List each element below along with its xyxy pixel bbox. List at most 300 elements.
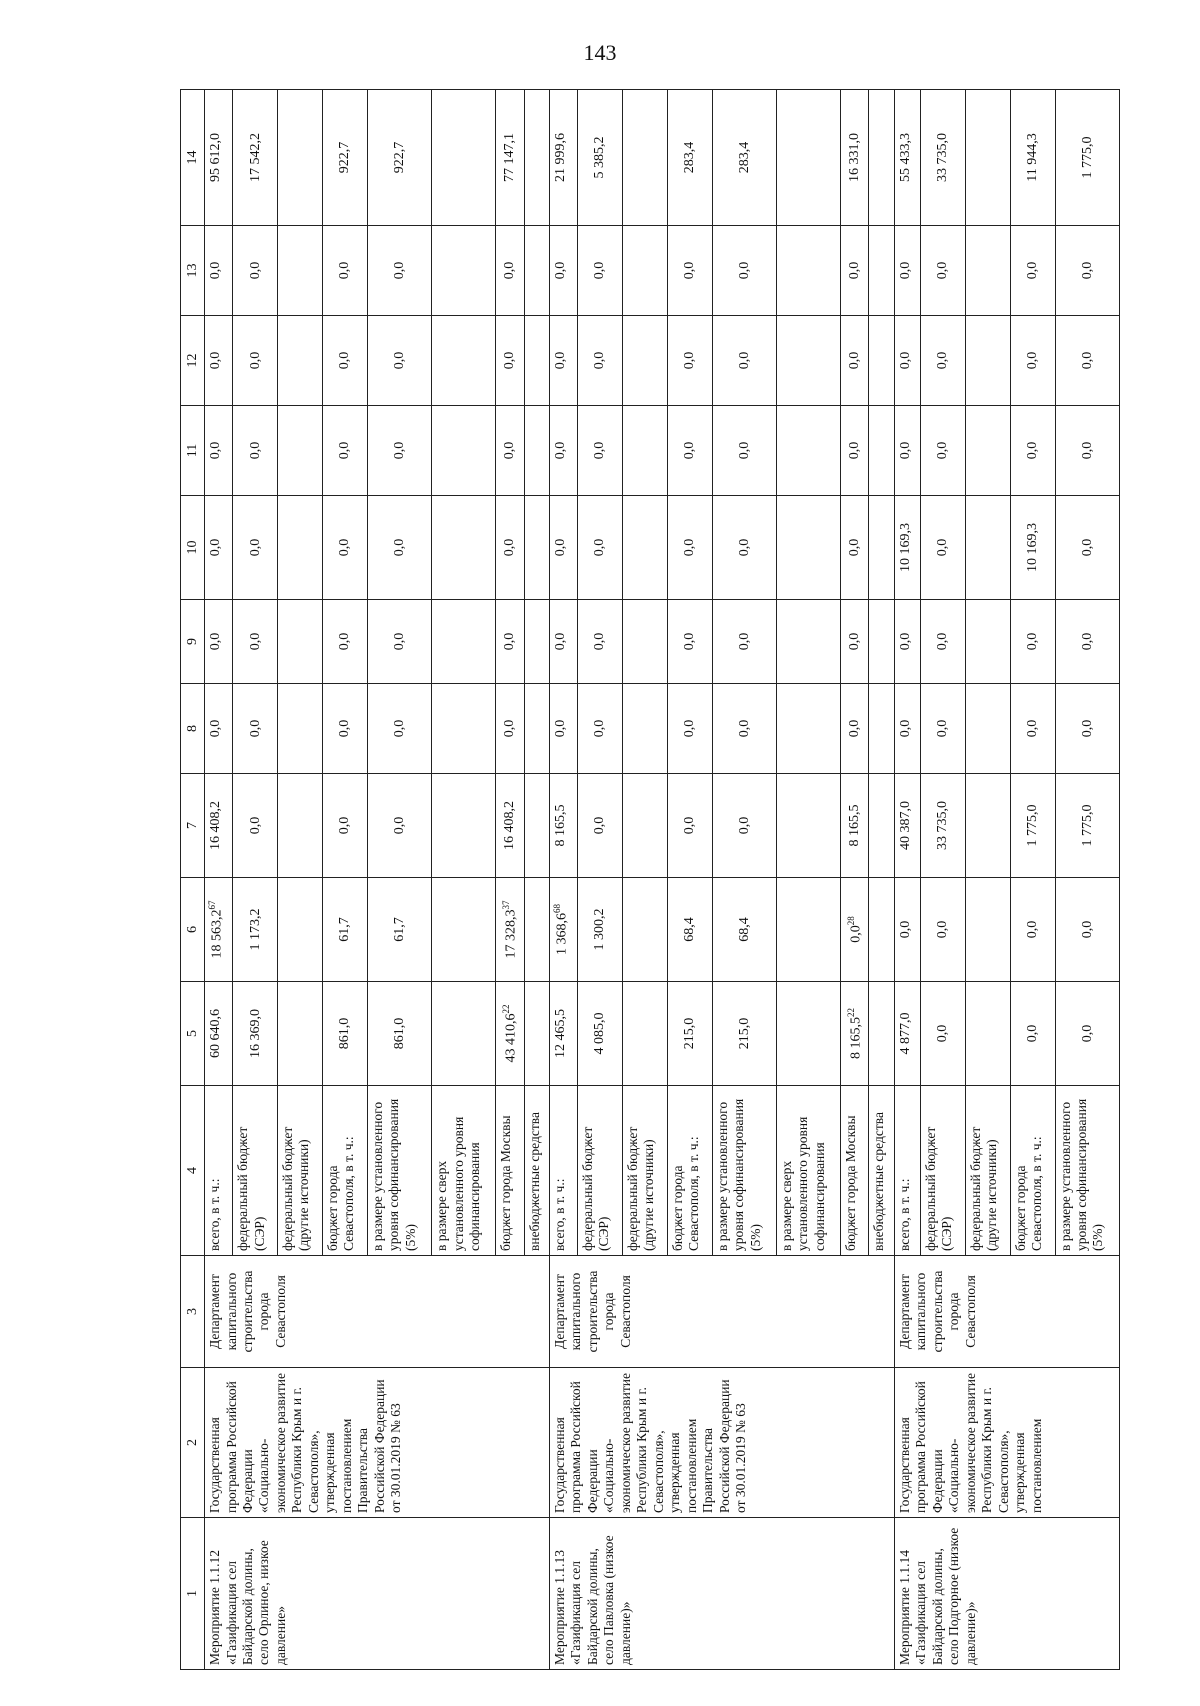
value-text: 922,7 bbox=[337, 141, 353, 174]
value-text: 0,0 bbox=[552, 538, 568, 557]
value-text: 0,0 bbox=[337, 632, 353, 651]
column-header-7: 7 bbox=[181, 774, 205, 878]
value-cell-col-13 bbox=[549, 226, 577, 316]
value-cell-col-8 bbox=[776, 684, 840, 774]
value-cell-col-6 bbox=[549, 878, 577, 982]
value-text: 0,0 bbox=[1079, 441, 1095, 460]
funding-source-cell: в размере сверх установленного уровня софинансирования bbox=[432, 1086, 496, 1256]
value-cell-col-8 bbox=[1010, 684, 1055, 774]
value-cell-col-9 bbox=[841, 600, 869, 684]
value-cell-col-11 bbox=[278, 406, 323, 496]
value-cell-col-13 bbox=[278, 226, 323, 316]
value-cell-col-9 bbox=[894, 600, 920, 684]
value-text: 8 165,5 bbox=[552, 804, 568, 847]
value-text: 16 408,2 bbox=[502, 801, 518, 850]
value-text: 61,7 bbox=[391, 917, 407, 942]
value-cell-col-11 bbox=[1055, 406, 1119, 496]
value-cell-col-6 bbox=[432, 878, 496, 982]
value-text: 0,0 bbox=[1025, 1024, 1041, 1043]
value-cell-col-11 bbox=[322, 406, 367, 496]
value-text: 0,0 bbox=[337, 441, 353, 460]
column-header-3: 3 bbox=[181, 1256, 205, 1368]
value-cell-col-10 bbox=[367, 496, 431, 600]
value-text: 0,0 bbox=[1079, 719, 1095, 738]
value-text: 1 173,2 bbox=[247, 908, 263, 951]
footnote-mark: 22 bbox=[845, 1008, 856, 1017]
measure-cell: Мероприятие 1.1.12 «Газификация сел Байдарской долины, село Орлиное, низкое давление» bbox=[205, 1518, 550, 1670]
value-cell-col-14 bbox=[869, 90, 894, 226]
value-cell-col-6 bbox=[524, 878, 549, 982]
value-cell-col-11 bbox=[367, 406, 431, 496]
value-text: 1 368,6 bbox=[554, 913, 570, 955]
value-text: 0,0 bbox=[847, 719, 863, 738]
value-cell-col-12 bbox=[1010, 316, 1055, 406]
value-cell-col-9 bbox=[712, 600, 776, 684]
value-text: 0,0 bbox=[847, 632, 863, 651]
value-cell-col-8 bbox=[841, 684, 869, 774]
value-text: 215,0 bbox=[736, 1017, 752, 1050]
value-cell-col-9 bbox=[776, 600, 840, 684]
value-cell-col-14 bbox=[1010, 90, 1055, 226]
value-cell-col-11 bbox=[667, 406, 712, 496]
value-cell-col-10 bbox=[965, 496, 1010, 600]
value-cell-col-6 bbox=[322, 878, 367, 982]
value-cell-col-8 bbox=[549, 684, 577, 774]
funding-source-cell: федеральный бюджет (СЭР) bbox=[578, 1086, 623, 1256]
value-cell-col-14 bbox=[432, 90, 496, 226]
value-cell-col-5 bbox=[894, 982, 920, 1086]
value-cell-col-12 bbox=[432, 316, 496, 406]
value-text: 0,0 bbox=[208, 632, 224, 651]
value-cell-col-5 bbox=[869, 982, 894, 1086]
value-cell-col-12 bbox=[667, 316, 712, 406]
value-cell-col-8 bbox=[205, 684, 233, 774]
value-text: 0,0 bbox=[592, 632, 608, 651]
value-cell-col-6 bbox=[965, 878, 1010, 982]
value-text: 16 408,2 bbox=[208, 801, 224, 850]
value-text: 0,0 bbox=[736, 816, 752, 835]
value-cell-col-9 bbox=[496, 600, 524, 684]
value-cell-col-8 bbox=[432, 684, 496, 774]
value-text: 861,0 bbox=[391, 1017, 407, 1050]
value-cell-col-7 bbox=[578, 774, 623, 878]
value-cell-col-10 bbox=[1010, 496, 1055, 600]
value-cell-col-12 bbox=[965, 316, 1010, 406]
value-cell-col-5 bbox=[622, 982, 667, 1086]
value-text: 0,0 bbox=[337, 538, 353, 557]
value-text: 1 775,0 bbox=[1025, 804, 1041, 847]
value-text: 0,0 bbox=[935, 351, 951, 370]
value-cell-col-7 bbox=[1055, 774, 1119, 878]
value-text: 0,0 bbox=[736, 632, 752, 651]
value-cell-col-10 bbox=[205, 496, 233, 600]
value-text: 0,0 bbox=[682, 816, 698, 835]
value-text: 0,0 bbox=[208, 351, 224, 370]
value-text: 12 465,5 bbox=[552, 1009, 568, 1058]
rotated-table-container bbox=[180, 90, 1120, 1670]
value-cell-col-13 bbox=[841, 226, 869, 316]
value-text: 0,0 bbox=[247, 816, 263, 835]
value-cell-col-5 bbox=[367, 982, 431, 1086]
value-cell-col-11 bbox=[920, 406, 965, 496]
value-text: 861,0 bbox=[337, 1017, 353, 1050]
value-cell-col-13 bbox=[920, 226, 965, 316]
value-cell-col-11 bbox=[549, 406, 577, 496]
value-cell-col-10 bbox=[233, 496, 278, 600]
value-text: 0,0 bbox=[682, 538, 698, 557]
value-text: 0,0 bbox=[847, 538, 863, 557]
value-cell-col-12 bbox=[278, 316, 323, 406]
value-cell-col-6 bbox=[205, 878, 233, 982]
value-cell-col-14 bbox=[233, 90, 278, 226]
value-cell-col-9 bbox=[549, 600, 577, 684]
value-cell-col-9 bbox=[667, 600, 712, 684]
value-cell-col-5 bbox=[1055, 982, 1119, 1086]
value-text: 0,0 bbox=[592, 351, 608, 370]
value-cell-col-6 bbox=[1010, 878, 1055, 982]
value-cell-col-12 bbox=[205, 316, 233, 406]
value-text: 0,0 bbox=[935, 920, 951, 939]
value-text: 0,0 bbox=[682, 441, 698, 460]
value-cell-col-6 bbox=[712, 878, 776, 982]
value-text: 0,0 bbox=[502, 719, 518, 738]
value-cell-col-6 bbox=[367, 878, 431, 982]
value-cell-col-13 bbox=[712, 226, 776, 316]
value-cell-col-10 bbox=[667, 496, 712, 600]
value-cell-col-5 bbox=[965, 982, 1010, 1086]
value-text: 0,0 bbox=[935, 632, 951, 651]
value-cell-col-8 bbox=[894, 684, 920, 774]
value-text: 1 775,0 bbox=[1079, 136, 1095, 179]
value-text: 17 328,3 bbox=[503, 909, 519, 959]
value-text: 0,0 bbox=[935, 261, 951, 280]
value-text: 5 385,2 bbox=[592, 136, 608, 179]
value-cell-col-13 bbox=[578, 226, 623, 316]
funding-source-cell: федеральный бюджет (другие источники) bbox=[278, 1086, 323, 1256]
value-cell-col-13 bbox=[667, 226, 712, 316]
value-cell-col-11 bbox=[496, 406, 524, 496]
value-cell-col-6 bbox=[894, 878, 920, 982]
value-cell-col-8 bbox=[1055, 684, 1119, 774]
value-text: 0,0 bbox=[682, 261, 698, 280]
value-cell-col-11 bbox=[1010, 406, 1055, 496]
value-cell-col-6 bbox=[622, 878, 667, 982]
funding-source-cell: в размере сверх установленного уровня софинансирования bbox=[776, 1086, 840, 1256]
value-cell-col-12 bbox=[549, 316, 577, 406]
funding-source-cell: бюджет города Севастополя, в т. ч.: bbox=[667, 1086, 712, 1256]
value-text: 40 387,0 bbox=[897, 801, 913, 850]
value-cell-col-13 bbox=[233, 226, 278, 316]
value-cell-col-14 bbox=[205, 90, 233, 226]
column-header-13: 13 bbox=[181, 226, 205, 316]
table-row bbox=[894, 90, 920, 1670]
value-cell-col-9 bbox=[920, 600, 965, 684]
value-cell-col-14 bbox=[1055, 90, 1119, 226]
executor-cell: Департамент капитального строительства города Севастополя bbox=[205, 1256, 550, 1368]
value-text: 8 165,5 bbox=[848, 1017, 864, 1059]
value-cell-col-9 bbox=[524, 600, 549, 684]
value-cell-col-14 bbox=[496, 90, 524, 226]
value-cell-col-9 bbox=[278, 600, 323, 684]
value-cell-col-11 bbox=[578, 406, 623, 496]
value-text: 4 877,0 bbox=[897, 1012, 913, 1055]
value-cell-col-8 bbox=[496, 684, 524, 774]
measure-cell: Мероприятие 1.1.13 «Газификация сел Байдарской долины, село Павловка (низкое давление)» bbox=[549, 1518, 894, 1670]
value-cell-col-14 bbox=[622, 90, 667, 226]
value-cell-col-13 bbox=[1055, 226, 1119, 316]
value-cell-col-5 bbox=[776, 982, 840, 1086]
value-cell-col-13 bbox=[496, 226, 524, 316]
value-cell-col-10 bbox=[549, 496, 577, 600]
value-cell-col-8 bbox=[622, 684, 667, 774]
value-cell-col-8 bbox=[712, 684, 776, 774]
value-cell-col-10 bbox=[841, 496, 869, 600]
program-cell: Государственная программа Российской Федерации «Социально-экономическое развитие Республики Крым и г. Севастополя», утвержденная постановлением bbox=[894, 1368, 1119, 1518]
value-text: 0,0 bbox=[208, 261, 224, 280]
value-cell-col-9 bbox=[432, 600, 496, 684]
value-text: 0,0 bbox=[736, 719, 752, 738]
value-text: 0,0 bbox=[552, 261, 568, 280]
value-cell-col-6 bbox=[1055, 878, 1119, 982]
funding-source-cell: федеральный бюджет (другие источники) bbox=[622, 1086, 667, 1256]
value-cell-col-14 bbox=[667, 90, 712, 226]
column-header-8: 8 bbox=[181, 684, 205, 774]
column-header-12: 12 bbox=[181, 316, 205, 406]
value-cell-col-14 bbox=[894, 90, 920, 226]
page-number: 143 bbox=[583, 40, 617, 65]
value-cell-col-5 bbox=[322, 982, 367, 1086]
value-text: 0,0 bbox=[897, 351, 913, 370]
value-cell-col-9 bbox=[205, 600, 233, 684]
value-cell-col-9 bbox=[578, 600, 623, 684]
value-cell-col-6 bbox=[920, 878, 965, 982]
column-header-1: 1 bbox=[181, 1518, 205, 1670]
value-cell-col-10 bbox=[578, 496, 623, 600]
value-cell-col-6 bbox=[578, 878, 623, 982]
funding-source-cell: в размере установленного уровня софинансирования (5%) bbox=[367, 1086, 431, 1256]
executor-cell: Департамент капитального строительства города Севастополя bbox=[894, 1256, 1119, 1368]
value-cell-col-13 bbox=[622, 226, 667, 316]
value-text: 0,0 bbox=[1079, 632, 1095, 651]
value-cell-col-7 bbox=[367, 774, 431, 878]
value-cell-col-5 bbox=[841, 982, 869, 1086]
value-text: 0,0 bbox=[592, 719, 608, 738]
value-cell-col-11 bbox=[432, 406, 496, 496]
value-cell-col-13 bbox=[776, 226, 840, 316]
value-text: 33 735,0 bbox=[935, 801, 951, 850]
executor-cell: Департамент капитального строительства города Севастополя bbox=[549, 1256, 894, 1368]
value-cell-col-12 bbox=[841, 316, 869, 406]
value-cell-col-11 bbox=[841, 406, 869, 496]
column-header-6: 6 bbox=[181, 878, 205, 982]
value-text: 0,0 bbox=[1025, 351, 1041, 370]
value-cell-col-10 bbox=[432, 496, 496, 600]
value-cell-col-8 bbox=[278, 684, 323, 774]
column-header-9: 9 bbox=[181, 600, 205, 684]
value-cell-col-12 bbox=[920, 316, 965, 406]
value-text: 1 300,2 bbox=[592, 908, 608, 951]
value-text: 0,0 bbox=[1079, 538, 1095, 557]
value-cell-col-7 bbox=[233, 774, 278, 878]
value-cell-col-12 bbox=[578, 316, 623, 406]
value-text: 215,0 bbox=[682, 1017, 698, 1050]
value-cell-col-6 bbox=[278, 878, 323, 982]
funding-source-cell: всего, в т. ч.: bbox=[549, 1086, 577, 1256]
value-text: 16 369,0 bbox=[247, 1009, 263, 1058]
value-cell-col-7 bbox=[667, 774, 712, 878]
footnote-mark: 67 bbox=[207, 900, 218, 910]
value-cell-col-7 bbox=[205, 774, 233, 878]
funding-source-cell: всего, в т. ч.: bbox=[205, 1086, 233, 1256]
value-cell-col-5 bbox=[549, 982, 577, 1086]
value-cell-col-10 bbox=[278, 496, 323, 600]
value-text: 1 775,0 bbox=[1079, 804, 1095, 847]
value-text: 0,0 bbox=[897, 719, 913, 738]
value-cell-col-13 bbox=[1010, 226, 1055, 316]
value-cell-col-13 bbox=[965, 226, 1010, 316]
value-text: 8 165,5 bbox=[847, 804, 863, 847]
value-cell-col-7 bbox=[869, 774, 894, 878]
column-header-10: 10 bbox=[181, 496, 205, 600]
budget-table bbox=[180, 89, 1120, 1670]
value-text: 10 169,3 bbox=[1025, 523, 1041, 572]
value-text: 68,4 bbox=[682, 917, 698, 942]
value-text: 0,0 bbox=[935, 1024, 951, 1043]
value-cell-col-5 bbox=[920, 982, 965, 1086]
value-text: 0,0 bbox=[1025, 441, 1041, 460]
value-cell-col-8 bbox=[965, 684, 1010, 774]
value-cell-col-14 bbox=[549, 90, 577, 226]
value-text: 0,0 bbox=[592, 261, 608, 280]
value-cell-col-9 bbox=[622, 600, 667, 684]
value-cell-col-14 bbox=[322, 90, 367, 226]
value-cell-col-7 bbox=[1010, 774, 1055, 878]
value-cell-col-13 bbox=[322, 226, 367, 316]
value-cell-col-12 bbox=[496, 316, 524, 406]
value-text: 17 542,2 bbox=[247, 133, 263, 182]
value-cell-col-12 bbox=[869, 316, 894, 406]
value-cell-col-8 bbox=[667, 684, 712, 774]
value-cell-col-11 bbox=[233, 406, 278, 496]
value-text: 0,0 bbox=[552, 719, 568, 738]
value-cell-col-11 bbox=[965, 406, 1010, 496]
funding-source-cell: в размере установленного уровня софинансирования (5%) bbox=[1055, 1086, 1119, 1256]
column-header-4: 4 bbox=[181, 1086, 205, 1256]
value-text: 0,0 bbox=[247, 261, 263, 280]
value-cell-col-12 bbox=[367, 316, 431, 406]
value-cell-col-14 bbox=[776, 90, 840, 226]
value-text: 0,0 bbox=[502, 632, 518, 651]
value-text: 0,0 bbox=[337, 816, 353, 835]
value-text: 0,0 bbox=[1079, 920, 1095, 939]
value-cell-col-6 bbox=[841, 878, 869, 982]
value-cell-col-5 bbox=[1010, 982, 1055, 1086]
value-cell-col-12 bbox=[622, 316, 667, 406]
funding-source-cell: в размере установленного уровня софинансирования (5%) bbox=[712, 1086, 776, 1256]
value-cell-col-9 bbox=[322, 600, 367, 684]
funding-source-cell: бюджет города Севастополя, в т. ч.: bbox=[322, 1086, 367, 1256]
value-cell-col-6 bbox=[233, 878, 278, 982]
value-cell-col-10 bbox=[712, 496, 776, 600]
value-text: 0,0 bbox=[391, 351, 407, 370]
value-text: 283,4 bbox=[682, 141, 698, 174]
value-text: 0,0 bbox=[247, 632, 263, 651]
value-cell-col-7 bbox=[965, 774, 1010, 878]
value-cell-col-5 bbox=[205, 982, 233, 1086]
footnote-mark: 37 bbox=[500, 900, 511, 910]
value-text: 0,0 bbox=[247, 538, 263, 557]
value-text: 283,4 bbox=[736, 141, 752, 174]
value-cell-col-11 bbox=[869, 406, 894, 496]
value-text: 0,0 bbox=[208, 719, 224, 738]
value-text: 95 612,0 bbox=[208, 133, 224, 182]
value-cell-col-12 bbox=[322, 316, 367, 406]
value-text: 43 410,6 bbox=[503, 1013, 519, 1063]
value-text: 0,0 bbox=[391, 261, 407, 280]
column-header-11: 11 bbox=[181, 406, 205, 496]
value-cell-col-8 bbox=[233, 684, 278, 774]
value-cell-col-7 bbox=[894, 774, 920, 878]
value-text: 0,0 bbox=[736, 351, 752, 370]
value-cell-col-10 bbox=[322, 496, 367, 600]
measure-cell: Мероприятие 1.1.14 «Газификация сел Байдарской долины, село Подгорное (низкое давление)» bbox=[894, 1518, 1119, 1670]
column-header-14: 14 bbox=[181, 90, 205, 226]
footnote-mark: 22 bbox=[500, 1004, 511, 1014]
value-cell-col-13 bbox=[894, 226, 920, 316]
value-cell-col-9 bbox=[869, 600, 894, 684]
value-cell-col-14 bbox=[712, 90, 776, 226]
value-cell-col-5 bbox=[233, 982, 278, 1086]
header-row bbox=[181, 90, 205, 1670]
value-cell-col-7 bbox=[920, 774, 965, 878]
value-text: 0,0 bbox=[1079, 351, 1095, 370]
value-text: 0,0 bbox=[391, 816, 407, 835]
value-text: 0,0 bbox=[848, 925, 864, 943]
value-cell-col-11 bbox=[894, 406, 920, 496]
value-text: 0,0 bbox=[552, 351, 568, 370]
value-text: 0,0 bbox=[592, 816, 608, 835]
footnote-mark: 68 bbox=[551, 904, 562, 913]
value-cell-col-14 bbox=[578, 90, 623, 226]
value-cell-col-7 bbox=[776, 774, 840, 878]
value-cell-col-13 bbox=[869, 226, 894, 316]
value-cell-col-11 bbox=[712, 406, 776, 496]
value-text: 21 999,6 bbox=[552, 133, 568, 182]
funding-source-cell: всего, в т. ч.: bbox=[894, 1086, 920, 1256]
value-text: 0,0 bbox=[1025, 920, 1041, 939]
column-header-5: 5 bbox=[181, 982, 205, 1086]
value-cell-col-11 bbox=[524, 406, 549, 496]
value-cell-col-14 bbox=[367, 90, 431, 226]
value-cell-col-6 bbox=[667, 878, 712, 982]
value-cell-col-7 bbox=[432, 774, 496, 878]
value-text: 68,4 bbox=[736, 917, 752, 942]
value-cell-col-7 bbox=[841, 774, 869, 878]
value-cell-col-11 bbox=[205, 406, 233, 496]
value-cell-col-9 bbox=[367, 600, 431, 684]
value-text: 0,0 bbox=[247, 441, 263, 460]
value-cell-col-11 bbox=[622, 406, 667, 496]
table-row bbox=[549, 90, 577, 1670]
value-cell-col-10 bbox=[869, 496, 894, 600]
value-text: 0,0 bbox=[897, 632, 913, 651]
funding-source-cell: федеральный бюджет (СЭР) bbox=[920, 1086, 965, 1256]
value-cell-col-7 bbox=[278, 774, 323, 878]
value-cell-col-14 bbox=[524, 90, 549, 226]
value-text: 0,0 bbox=[736, 261, 752, 280]
value-cell-col-10 bbox=[894, 496, 920, 600]
value-text: 0,0 bbox=[897, 920, 913, 939]
